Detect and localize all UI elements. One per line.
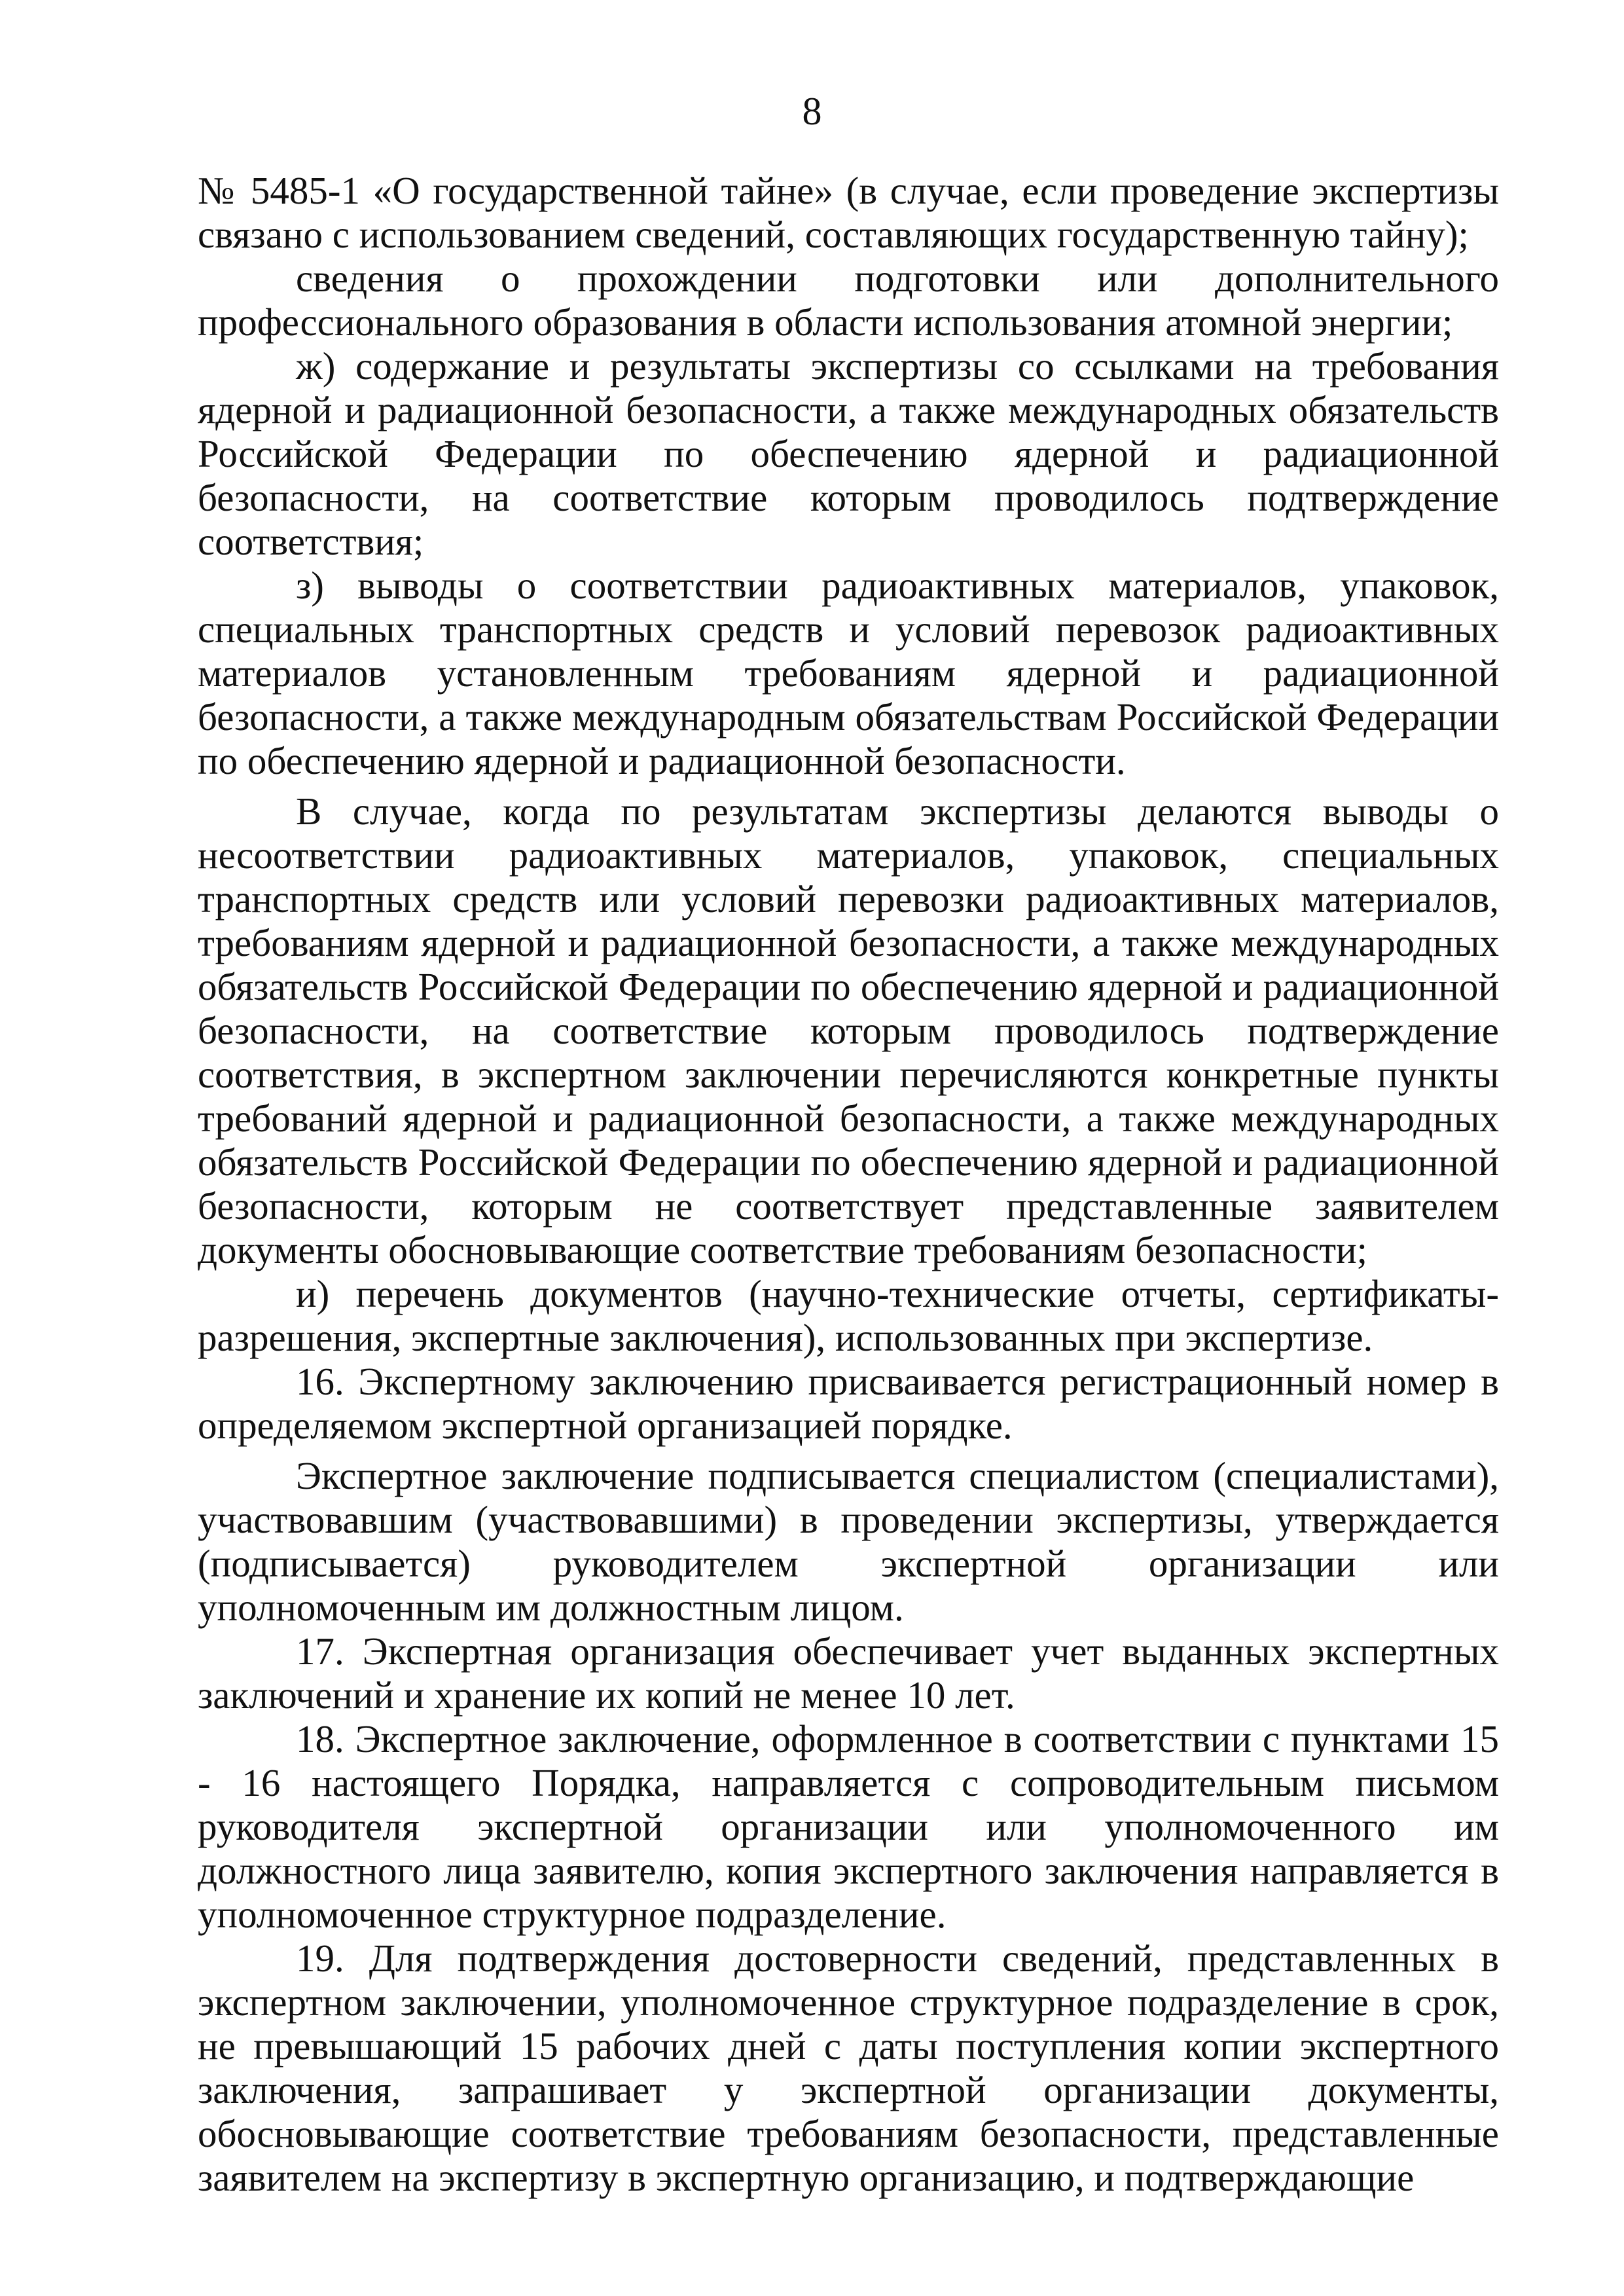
paragraph-state-secret-law: № 5485-1 «О государственной тайне» (в случае, если проведение экспертизы связано с использованием сведений, составляющих государственную тайну); bbox=[198, 169, 1499, 256]
paragraph-clause-19: 19. Для подтверждения достоверности сведений, представленных в экспертном заключении, уполномоченное структурное подразделение в срок, не превышающий 15 рабочих дней с даты поступления копии экспертного заключения, запрашивает у экспертной организации документы, обосновывающие соответствие требованиям безопасности, представленные заявителем на экспертизу в экспертную организацию, и подтверждающие bbox=[198, 1937, 1499, 2199]
paragraph-nonconformity: В случае, когда по результатам экспертизы делаются выводы о несоответствии радиоактивных материалов, упаковок, специальных транспортных средств или условий перевозки радиоактивных материалов, требованиям ядерной и радиационной безопасности, а также международных обязательств Российской Федерации по обеспечению ядерной и радиационной безопасности, на соответствие которым проводилось подтверждение соответствия, в экспертном заключении перечисляются конкретные пункты требований ядерной и радиационной безопасности, а также международных обязательств Российской Федерации по обеспечению ядерной и радиационной безопасности, которым не соответствует представленные заявителем документы обосновывающие соответствие требованиям безопасности; bbox=[198, 790, 1499, 1271]
paragraph-clause-18: 18. Экспертное заключение, оформленное в соответствии с пунктами 15 - 16 настоящего Порядка, направляется с сопроводительным письмом руководителя экспертной организации или уполномоченного им должностного лица заявителю, копия экспертного заключения направляется в уполномоченное структурное подразделение. bbox=[198, 1717, 1499, 1936]
document-body bbox=[198, 169, 1499, 2200]
paragraph-item-zh: ж) содержание и результаты экспертизы со ссылками на требования ядерной и радиационной безопасности, а также международных обязательств Российской Федерации по обеспечению ядерной и радиационной безопасности, на соответствие которым проводилось подтверждение соответствия; bbox=[198, 344, 1499, 563]
paragraph-item-i: и) перечень документов (научно-технические отчеты, сертификаты-разрешения, экспертные заключения), использованных при экспертизе. bbox=[198, 1272, 1499, 1359]
paragraph-clause-17: 17. Экспертная организация обеспечивает учет выданных экспертных заключений и хранение их копий не менее 10 лет. bbox=[198, 1630, 1499, 1717]
paragraph-clause-16: 16. Экспертному заключению присваивается регистрационный номер в определяемом экспертной организацией порядке. bbox=[198, 1360, 1499, 1447]
page-number: 8 bbox=[802, 90, 822, 133]
paragraph-item-z: з) выводы о соответствии радиоактивных материалов, упаковок, специальных транспортных средств и условий перевозок радиоактивных материалов установленным требованиям ядерной и радиационной безопасности, а также международным обязательствам Российской Федерации по обеспечению ядерной и радиационной безопасности. bbox=[198, 564, 1499, 782]
paragraph-signing: Экспертное заключение подписывается специалистом (специалистами), участвовавшим (участвовавшими) в проведении экспертизы, утверждается (подписывается) руководителем экспертной организации или уполномоченным им должностным лицом. bbox=[198, 1454, 1499, 1629]
paragraph-training-info: сведения о прохождении подготовки или дополнительного профессионального образования в области использования атомной энергии; bbox=[198, 257, 1499, 344]
